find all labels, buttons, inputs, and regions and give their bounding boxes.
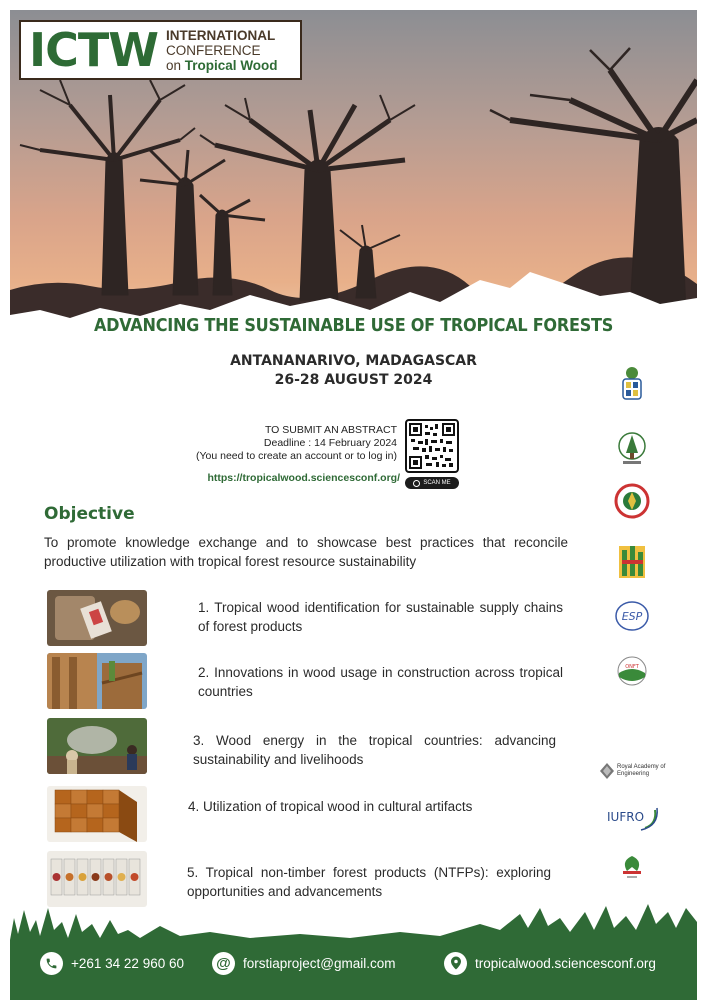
- logo-mark: ICTW: [29, 23, 158, 77]
- svg-text:ONFT: ONFT: [625, 664, 639, 670]
- phone-number: +261 34 22 960 60: [71, 955, 184, 971]
- scan-icon: [413, 480, 420, 487]
- footer-phone[interactable]: [40, 950, 184, 976]
- partner-logo-iufro: [605, 802, 661, 836]
- theme-2-text: 2. Innovations in wood usage in construction across tropical countries: [198, 665, 563, 699]
- logo-line-1: INTERNATIONAL: [166, 27, 276, 43]
- email-address: forstiaproject@gmail.com: [243, 955, 396, 971]
- logo-wordmark: [166, 28, 278, 73]
- theme-5-image: [47, 851, 147, 907]
- logo-line-2: CONFERENCE: [166, 42, 261, 58]
- partner-logo-1: [612, 362, 652, 406]
- theme-1-text: 1. Tropical wood identification for sustainable supply chains of forest products: [198, 600, 563, 634]
- theme-3-text: 3. Wood energy in the tropical countries: advancing sustainability and livelihoods: [193, 733, 556, 767]
- website-url: tropicalwood.sciencesconf.org: [475, 955, 656, 971]
- theme-4-text: 4. Utilization of tropical wood in cultural artifacts: [188, 799, 473, 814]
- footer-website[interactable]: [444, 950, 656, 976]
- ictw-logo: [19, 20, 302, 80]
- theme-4-image: [47, 786, 147, 842]
- abstract-submission-info: [196, 424, 397, 463]
- logo-line-3: on Tropical Wood: [166, 57, 278, 73]
- event-dates: 26-28 AUGUST 2024: [274, 372, 433, 388]
- scan-me-badge: SCAN ME: [405, 477, 459, 489]
- location-pin-icon: [444, 952, 467, 975]
- objective-title: Objective: [44, 504, 135, 524]
- objective-text: To promote knowledge exchange and to showcase best practices that reconcile productive utilization with tropical forest resource sustainability: [44, 535, 568, 569]
- partner-logo-8: [612, 852, 652, 884]
- svg-text:IUFRO: IUFRO: [607, 810, 645, 824]
- partner-logo-4: [612, 541, 652, 581]
- partner-logo-royal-academy: [598, 758, 668, 784]
- svg-text:ESP: ESP: [621, 610, 643, 623]
- submit-url-link[interactable]: https://tropicalwood.sciencesconf.org/: [207, 472, 400, 484]
- event-location: ANTANANARIVO, MADAGASCAR: [230, 353, 477, 369]
- partner-logo-2: [612, 428, 652, 468]
- headline: ADVANCING THE SUSTAINABLE USE OF TROPICAL FORESTS: [93, 316, 614, 336]
- royal-academy-label: Royal Academy of Engineering: [617, 764, 666, 777]
- partner-logo-5: [612, 598, 652, 634]
- theme-2-image: [47, 653, 147, 709]
- event-location-dates: [0, 352, 707, 390]
- theme-1-image: [47, 590, 147, 646]
- phone-icon: [40, 952, 63, 975]
- theme-3-image: [47, 718, 147, 774]
- submit-note: (You need to create an account or to log in): [196, 450, 397, 462]
- at-icon: @: [212, 952, 235, 975]
- partner-logo-6: [612, 654, 652, 688]
- submit-title: TO SUBMIT AN ABSTRACT: [264, 424, 397, 436]
- partner-logo-3: [612, 482, 652, 520]
- submit-deadline: Deadline : 14 February 2024: [263, 437, 397, 449]
- theme-5-text: 5. Tropical non-timber forest products (NTFPs): exploring opportunities and advancements: [187, 865, 551, 899]
- footer-email[interactable]: [212, 950, 396, 976]
- qr-code[interactable]: [405, 419, 459, 473]
